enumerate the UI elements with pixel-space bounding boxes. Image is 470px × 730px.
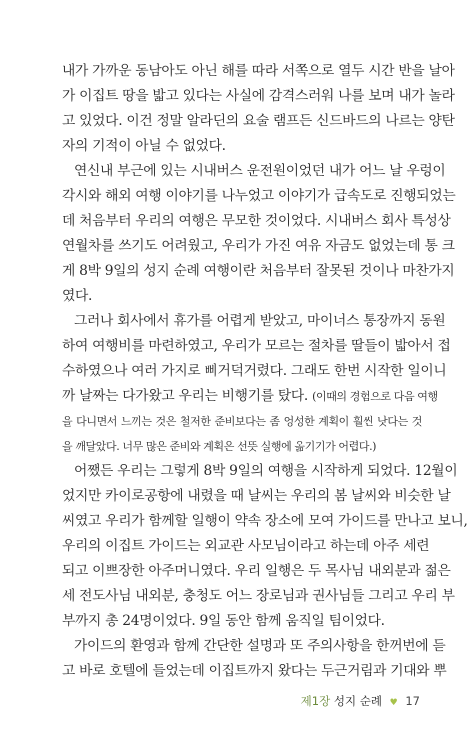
- text-line: 그러나 회사에서 휴가를 어렵게 받았고, 마이너스 통장까지 동원: [74, 313, 446, 329]
- chapter-title: 성지 순례: [333, 694, 382, 708]
- text-line: 가 이집트 땅을 밟고 있다는 사실에 감격스러워 나를 보며 내가 놀라: [62, 88, 455, 104]
- text-line: 하여 여행비를 마련하였고, 우리가 모르는 절차를 딸들이 밟아서 접: [62, 338, 451, 354]
- text-line: 되고 이쁘장한 아주머니였다. 우리 일행은 두 목사님 내외분과 젊은: [62, 563, 451, 579]
- heart-icon: ♥: [389, 698, 398, 708]
- page-footer: [301, 693, 420, 709]
- chapter-label: 제1장: [300, 694, 331, 708]
- text-line: 연신내 부근에 있는 시내버스 운전원이었던 내가 어느 날 우렁이: [74, 163, 446, 179]
- text-line: 데 처음부터 우리의 여행은 무모한 것이었다. 시내버스 회사 특성상: [62, 213, 451, 229]
- text-line: 세 전도사님 내외분, 충청도 어느 장로님과 권사님들 그리고 우리 부: [62, 588, 455, 604]
- text-line: 어쨌든 우리는 그렇게 8박 9일의 여행을 시작하게 되었다. 12월이: [74, 463, 458, 479]
- text-line: 고 바로 호텔에 들었는데 이집트까지 왔다는 두근거림과 기대와 뿌: [62, 663, 447, 679]
- note-line: 을 다니면서 느끼는 것은 철저한 준비보다는 좀 엉성한 계획이 훨씬 낫다는 것: [62, 415, 422, 428]
- text-segment: 까 날짜는 다가왔고 우리는 비행기를 탔다.: [62, 388, 308, 404]
- text-line: 가이드의 환영과 함께 간단한 설명과 또 주의사항을 한꺼번에 듣: [74, 638, 446, 654]
- page-number: 17: [405, 694, 420, 708]
- text-line: 내가 가까운 동남아도 아닌 해를 따라 서쪽으로 열두 시간 반을 날아: [62, 63, 455, 79]
- text-line: 었지만 카이로공항에 내렸을 때 날씨는 우리의 봄 날씨와 비슷한 날: [62, 488, 451, 504]
- body-text: [62, 59, 468, 684]
- text-line: 우리의 이집트 가이드는 외교관 사모님이라고 하는데 아주 세련: [62, 538, 430, 554]
- text-line: 게 8박 9일의 성지 순례 여행이란 처음부터 잘못된 것이나 마찬가지: [62, 263, 455, 279]
- text-line: 수하였으나 여러 가지로 삐거덕거렸다. 그래도 한번 시작한 일이니: [62, 363, 447, 379]
- text-line: 자의 기적이 아닐 수 없었다.: [62, 138, 226, 154]
- note-line: 을 깨달았다. 너무 많은 준비와 계획은 선뜻 실행에 옮기기가 어렵다.): [62, 440, 377, 453]
- text-line: 연월차를 쓰기도 어려웠고, 우리가 가진 여유 자금도 없었는데 통 크: [62, 238, 455, 254]
- text-line: 였다.: [62, 288, 93, 304]
- text-line: 부까지 총 24명이었다. 9일 동안 함께 움직일 팀이었다.: [62, 613, 385, 629]
- parenthetical-note: (이때의 경험으로 다음 여행: [312, 390, 438, 403]
- text-line: 고 있었다. 이건 정말 알라딘의 요술 램프든 신드바드의 나르는 양탄: [62, 113, 455, 129]
- text-line: 각시와 해외 여행 이야기를 나누었고 이야기가 급속도로 진행되었는: [62, 188, 456, 204]
- text-line: [62, 384, 438, 409]
- text-line: 씨였고 우리가 함께할 일행이 약속 장소에 모여 가이드를 만나고 보니,: [62, 513, 468, 529]
